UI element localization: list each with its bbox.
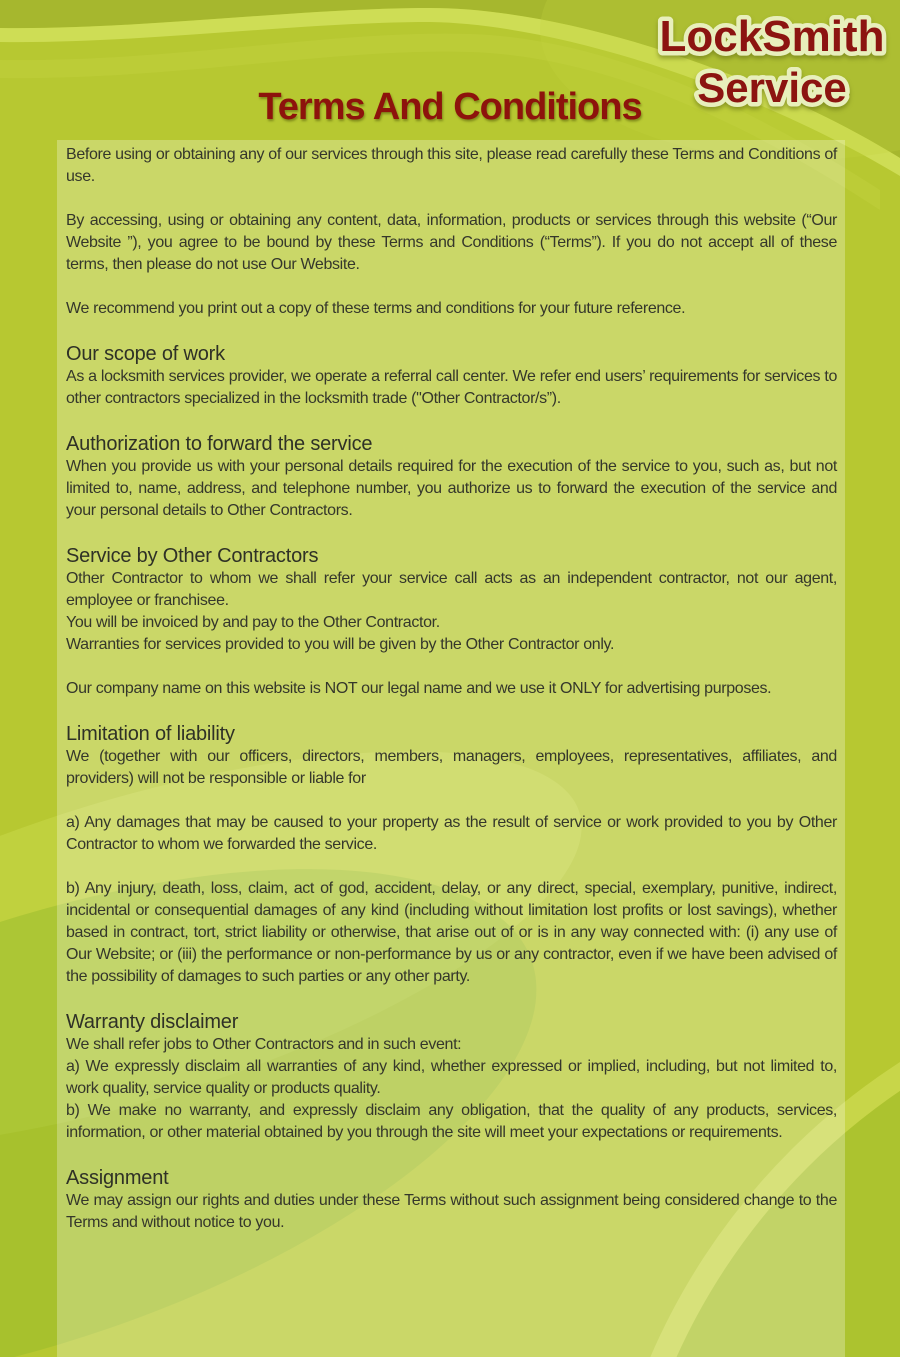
section-our-scope-of-work (66, 342, 837, 410)
section-authorization-to-forward-the-service (66, 432, 837, 522)
section-assignment (66, 1166, 837, 1234)
section-heading: Service by Other Contractors (66, 545, 319, 567)
section-paragraph: You will be invoiced by and pay to the Other Contractor. (66, 614, 440, 631)
section-paragraph: We may assign our rights and duties under these Terms without such assignment being considered change to the Terms and without notice to you. (66, 1192, 837, 1231)
section-paragraph: As a locksmith services provider, we operate a referral call center. We refer end users’ requirements for services to other contractors specialized in the locksmith trade ("Other Contractor/s”). (66, 368, 837, 407)
section-paragraph: a) We expressly disclaim all warranties of any kind, whether expressed or implied, including, but not limited to, work quality, service quality or products quality. (66, 1058, 837, 1097)
section-paragraph: Our company name on this website is NOT our legal name and we use it ONLY for advertising purposes. (66, 680, 772, 697)
section-heading: Warranty disclaimer (66, 1011, 239, 1033)
content-panel (57, 140, 845, 1357)
section-paragraph: We (together with our officers, directors, members, managers, employees, representatives, affiliates, and providers) will not be responsible or liable for (66, 748, 837, 787)
intro-paragraph-2: By accessing, using or obtaining any content, data, information, products or services through this website (“Our Website ”), you agree to be bound by these Terms and Conditions (“Terms”). If you do not accept all of these terms, then please do not use Our Website. (66, 212, 837, 273)
page-title: Terms And Conditions (258, 86, 642, 128)
section-paragraph: b) We make no warranty, and expressly disclaim any obligation, that the quality of any products, services, information, or other material obtained by you through the site will meet your expectations or requirements. (66, 1102, 837, 1141)
section-limitation-of-liability (66, 722, 837, 988)
logo-line2: Service (697, 64, 847, 111)
section-heading: Limitation of liability (66, 723, 235, 745)
intro-paragraph-3: We recommend you print out a copy of these terms and conditions for your future reference. (66, 300, 686, 317)
section-service-by-other-contractors (66, 544, 837, 700)
intro-paragraph-1: Before using or obtaining any of our services through this site, please read carefully these Terms and Conditions of use. (66, 146, 837, 185)
section-paragraph: When you provide us with your personal details required for the execution of the service to you, such as, but not limited to, name, address, and telephone number, you authorize us to forward the execution of the service and your personal details to Other Contractors. (66, 458, 837, 519)
section-heading: Our scope of work (66, 343, 225, 365)
section-paragraph: b) Any injury, death, loss, claim, act of god, accident, delay, or any direct, special, exemplary, punitive, indirect, incidental or consequential damages of any kind (including without limitation lost profits or lost savings), whether based in contract, tort, strict liability or otherwise, that arise out of or is in any way connected with: (i) any use of Our Website; or (iii) the performance or non-performance by us or any contractor, even if we have been advised of the possibility of damages to such parties or any other party. (66, 880, 837, 985)
section-warranty-disclaimer (66, 1010, 837, 1144)
section-paragraph: a) Any damages that may be caused to your property as the result of service or work provided to you by Other Contractor to whom we forwarded the service. (66, 814, 837, 853)
section-paragraph: Other Contractor to whom we shall refer your service call acts as an independent contractor, not our agent, employee or franchisee. (66, 570, 837, 609)
logo-line1: LockSmith (659, 12, 885, 61)
section-paragraph: Warranties for services provided to you will be given by the Other Contractor only. (66, 636, 615, 653)
section-heading: Assignment (66, 1167, 169, 1189)
section-paragraph: We shall refer jobs to Other Contractors and in such event: (66, 1036, 462, 1053)
section-heading: Authorization to forward the service (66, 433, 373, 455)
